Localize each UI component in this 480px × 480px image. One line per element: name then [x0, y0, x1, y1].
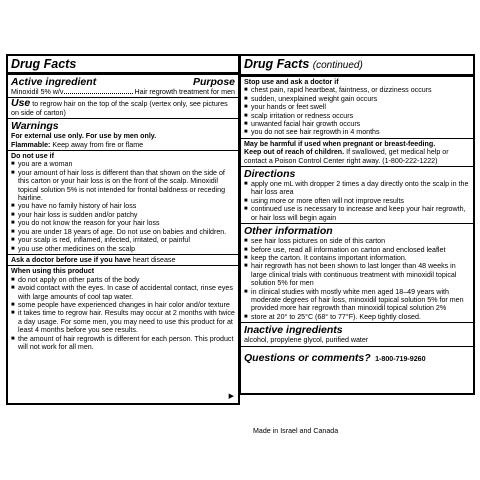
- list-item: ■ before use, read all information on carton and enclosed leaflet: [244, 246, 470, 254]
- panel-title: Drug Facts: [11, 57, 77, 71]
- list-item: ■ your hands or feet swell: [244, 103, 470, 111]
- active-ingredient-value: Minoxidil 5% w/v: [11, 88, 64, 96]
- do-not-use-heading: Do not use if: [11, 152, 54, 161]
- ask-doctor-heading: Ask a doctor before use if you have: [11, 255, 131, 264]
- list-item: ■ do not apply on other parts of the body: [11, 276, 235, 284]
- list-item: ■ your scalp is red, inflamed, infected, irritated, or painful: [11, 236, 235, 244]
- use-section: [8, 98, 238, 118]
- active-ingredient-section: [8, 75, 238, 97]
- list-item: ■ store at 20° to 25°C (68° to 77°F). Keep tightly closed.: [244, 313, 470, 321]
- panel-title: Drug Facts: [244, 57, 310, 71]
- inactive-ingredients-section: [241, 323, 473, 345]
- ask-doctor-section: [8, 255, 238, 265]
- list-item: ■ you are under 18 years of age. Do not use on babies and children.: [11, 228, 235, 236]
- flammable-label: Flammable:: [11, 140, 51, 149]
- list-item: ■ you use other medicines on the scalp: [11, 245, 235, 253]
- questions-heading: Questions or comments?: [244, 351, 371, 364]
- list-item: ■ chest pain, rapid heartbeat, faintness, or dizziness occurs: [244, 86, 470, 94]
- inactive-ingredients-text: alcohol, propylene glycol, purified water: [244, 336, 369, 345]
- list-item: ■ see hair loss pictures on side of this carton: [244, 237, 470, 245]
- directions-heading: Directions: [244, 168, 296, 181]
- panel-title-continued: [241, 56, 473, 74]
- do-not-use-section: [8, 151, 238, 254]
- use-heading: Use: [11, 97, 31, 110]
- ask-doctor-text: heart disease: [132, 255, 176, 264]
- list-item: ■ in clinical studies with mostly white men aged 18–49 years with moderate degrees of hair loss, minoxidil topical solution 5% for men provided more hair regrowth than minoxidil topical solution 2%: [244, 288, 470, 313]
- list-item: ■ continued use is necessary to increase and keep your hair regrowth, or hair loss will begin again: [244, 205, 470, 222]
- other-information-heading: Other information: [244, 225, 333, 238]
- continued-label: (continued): [312, 60, 363, 71]
- list-item: ■ sudden, unexplained weight gain occurs: [244, 95, 470, 103]
- purpose-value: Hair regrowth treatment for men: [134, 88, 235, 96]
- pregnancy-children-section: [241, 139, 473, 166]
- directions-section: [241, 167, 473, 223]
- purpose-heading: Purpose: [192, 76, 235, 88]
- continue-arrow-icon: ▶: [228, 393, 234, 400]
- use-text: to regrow hair on the top of the scalp (vertex only, see pictures on side of carton): [11, 100, 228, 117]
- questions-section: [241, 347, 473, 367]
- warnings-heading: Warnings: [11, 120, 59, 133]
- active-ingredient-heading: Active ingredient: [11, 76, 97, 88]
- when-using-heading: When using this product: [11, 267, 95, 276]
- children-warning-text: If swallowed, get medical help or contact a Poison Control Center right away. (1-800-222-1222): [244, 148, 449, 165]
- list-item: ■ keep the carton. It contains important information.: [244, 254, 470, 262]
- list-item: ■ scalp irritation or redness occurs: [244, 112, 470, 120]
- list-item: ■ you do not know the reason for your hair loss: [11, 219, 235, 227]
- stop-use-heading: Stop use and ask a doctor if: [244, 78, 339, 86]
- children-warning-heading: Keep out of reach of children.: [244, 148, 345, 157]
- list-item: ■ the amount of hair regrowth is different for each person. This product will not work for all men.: [11, 335, 235, 352]
- list-item: ■ hair regrowth has not been shown to last longer than 48 weeks in large clinical trials with continuous treatment with minoxidil topical solution 5% for men: [244, 262, 470, 287]
- list-item: ■ your hair loss is sudden and/or patchy: [11, 211, 235, 219]
- external-use-text: For external use only. For use by men only.: [11, 132, 157, 141]
- other-information-section: [241, 224, 473, 322]
- list-item: ■ you are a woman: [11, 160, 235, 168]
- list-item: ■ apply one mL with dropper 2 times a day directly onto the scalp in the hair loss area: [244, 180, 470, 197]
- when-using-section: [8, 266, 238, 352]
- flammable-text: Keep away from fire or flame: [52, 140, 144, 149]
- drug-facts-panel-right: [239, 54, 475, 395]
- list-item: ■ your amount of hair loss is different than that shown on the side of this carton or your hair loss is on the front of the scalp. Minoxidil topical solution 5% is not intended for frontal baldness or receding hairline.: [11, 169, 235, 203]
- list-item: ■ some people have experienced changes in hair color and/or texture: [11, 301, 235, 309]
- inactive-ingredients-heading: Inactive ingredients: [244, 324, 343, 337]
- list-item: ■ using more or more often will not improve results: [244, 197, 470, 205]
- list-item: ■ it takes time to regrow hair. Results may occur at 2 months with twice a day usage. For some men, you may need to use this product for at least 4 months before you see results.: [11, 309, 235, 334]
- list-item: ■ unwanted facial hair growth occurs: [244, 120, 470, 128]
- questions-phone: 1-800-719-9260: [375, 354, 426, 363]
- pregnancy-warning: May be harmful if used when pregnant or breast-feeding.: [244, 139, 436, 148]
- warnings-section: [8, 119, 238, 150]
- origin-statement: Made in Israel and Canada: [253, 427, 339, 435]
- list-item: ■ avoid contact with the eyes. In case of accidental contact, rinse eyes with large amounts of cool tap water.: [11, 284, 235, 301]
- list-item: ■ you do not see hair regrowth in 4 months: [244, 128, 470, 136]
- drug-facts-panel-left: [6, 54, 240, 405]
- list-item: ■ you have no family history of hair loss: [11, 202, 235, 210]
- stop-use-section: [241, 77, 473, 138]
